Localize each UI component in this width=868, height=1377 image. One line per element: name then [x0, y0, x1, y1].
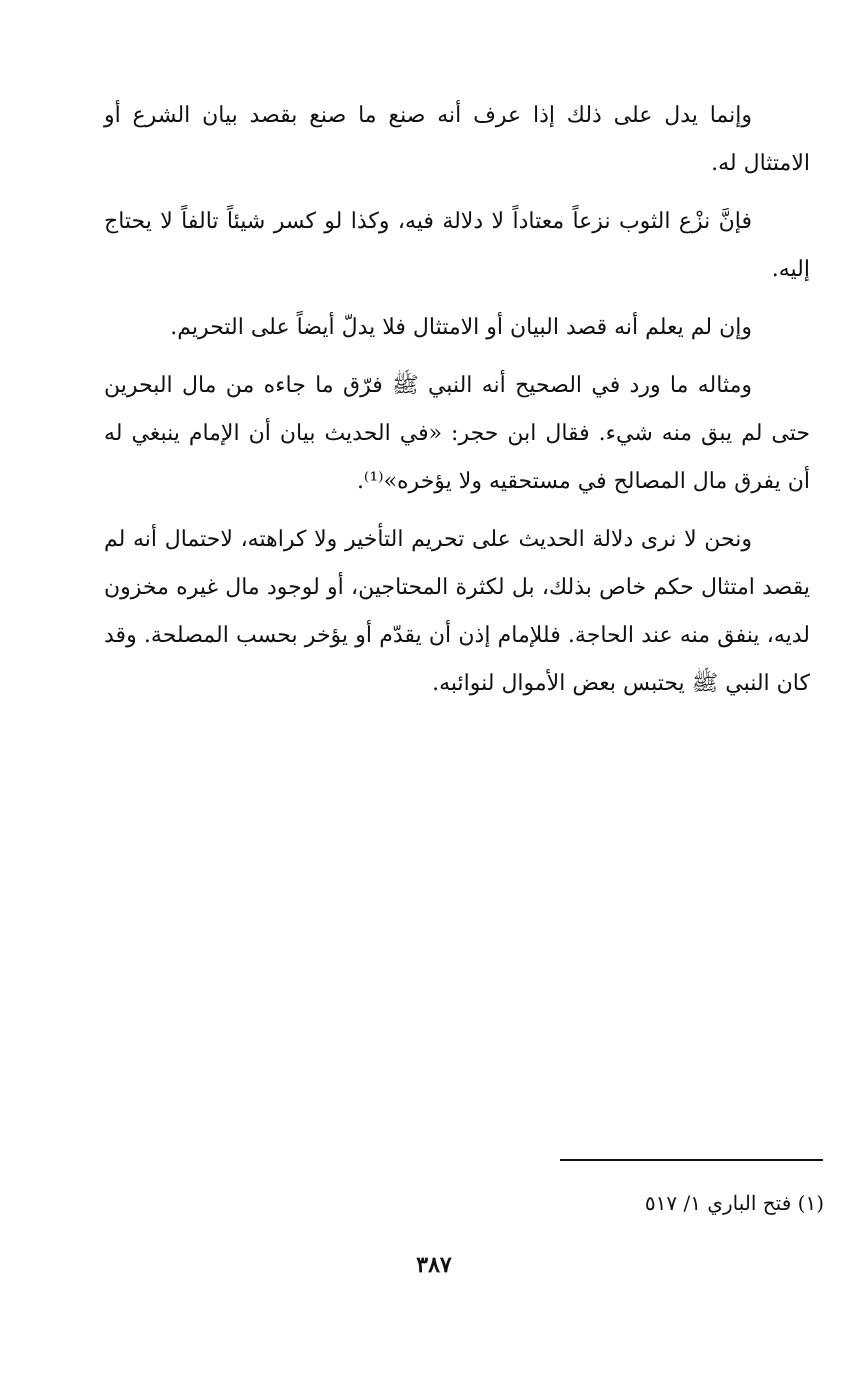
paragraph: ومثاله ما ورد في الصحيح أنه النبي ﷺ فرّق ما جاءه من مال البحرين حتى لم يبق منه شيء. فقال ابن حجر: «في الحديث بيان أن الإمام ينبغي له أن يفرق مال المصالح في مستحقيه ولا يؤخره»⁽¹⁾.: [104, 373, 810, 494]
paragraph: ونحن لا نرى دلالة الحديث على تحريم التأخير ولا كراهته، لاحتمال أنه لم يقصد امتثال حكم خاص بذلك، بل لكثرة المحتاجين، أو لوجود مال غيره مخزون لديه، ينفق منه عند الحاجة. فللإمام إذن أن يقدّم أو يؤخر بحسب المصلحة. وقد كان النبي ﷺ يحتبس بعض الأموال لنوائبه.: [104, 527, 810, 696]
main-text: [104, 92, 810, 718]
footnote-separator: [560, 1159, 823, 1161]
paragraph: وإنما يدل على ذلك إذا عرف أنه صنع ما صنع بقصد بيان الشرع أو الامتثال له.: [104, 103, 810, 176]
page-number: ٣٨٧: [416, 1252, 452, 1278]
paragraph: فإنَّ نزْع الثوب نزعاً معتاداً لا دلالة فيه، وكذا لو كسر شيئاً تالفاً لا يحتاج إليه.: [104, 209, 810, 282]
paragraph: وإن لم يعلم أنه قصد البيان أو الامتثال فلا يدلّ أيضاً على التحريم.: [170, 315, 752, 340]
footnote: (١) فتح الباري ١/ ٥١٧: [644, 1191, 824, 1215]
